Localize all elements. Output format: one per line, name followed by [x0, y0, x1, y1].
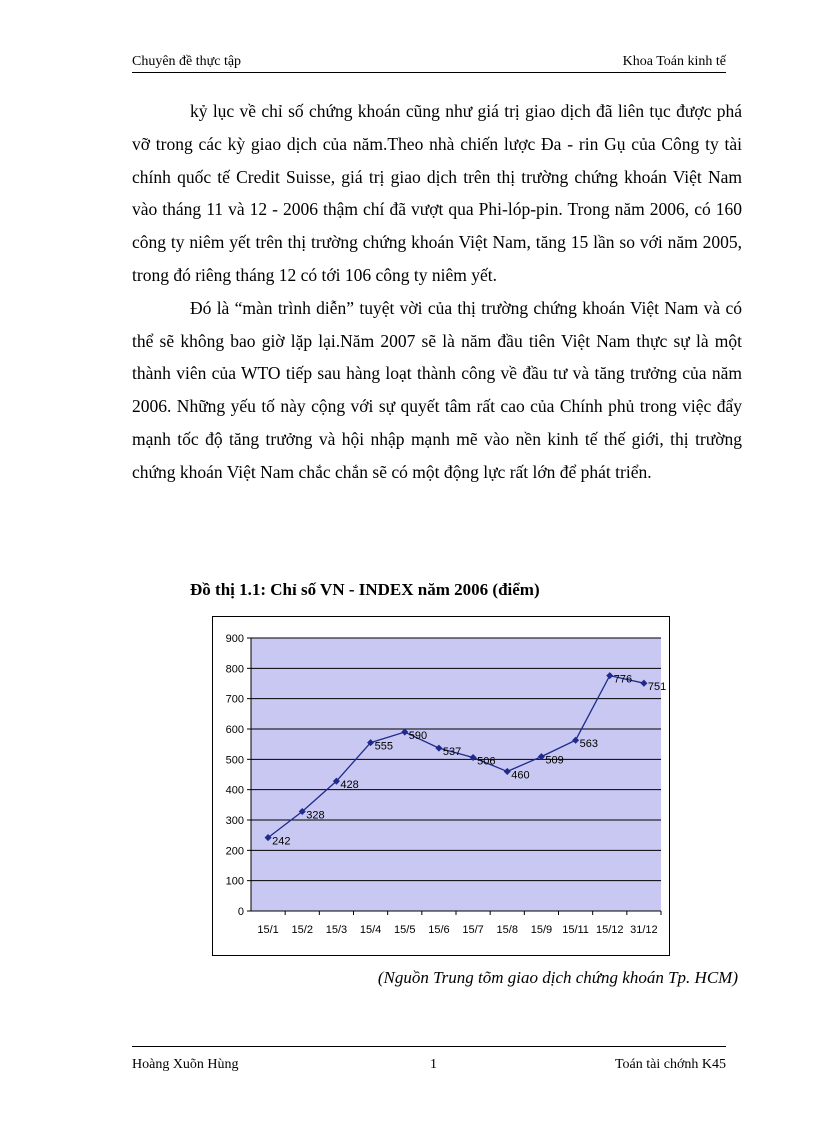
y-tick-label: 600: [225, 724, 244, 736]
data-label: 555: [374, 740, 393, 753]
y-tick-label: 400: [225, 784, 244, 797]
vn-index-chart: [212, 616, 670, 956]
data-label: 751: [647, 681, 667, 694]
data-label: 563: [579, 738, 598, 751]
y-tick-label: 100: [225, 875, 244, 888]
data-label: 506: [477, 755, 496, 768]
x-tick-label: 31/12: [630, 924, 658, 936]
y-tick-label: 900: [225, 633, 244, 645]
data-label: 590: [408, 730, 428, 743]
y-tick-label: 0: [237, 906, 244, 918]
y-tick-label: 300: [225, 815, 244, 827]
plot-area: [251, 638, 661, 911]
data-label: 460: [511, 769, 530, 782]
chart-svg: [213, 617, 669, 955]
paragraph-1: kỷ lục về chỉ số chứng khoán cũng như giá trị giao dịch đã liên tục được phá vỡ trong các kỳ giao dịch của năm.Theo nhà chiến lược Đa - rin Gụ của Công ty tài chính quốc tế Credit Suisse, giá trị giao dịch trên thị trường chứng khoán Việt Nam vào tháng 11 và 12 - 2006 thậm chí đã vượt qua Phi-lóp-pin. Trong năm 2006, có 160 công ty niêm yết trên thị trường chứng khoán Việt Nam, tăng 15 lần so với năm 2005, trong đó riêng tháng 12 có tới 106 công ty niêm yết.: [132, 101, 742, 285]
x-tick-label: 15/6: [428, 924, 450, 936]
x-tick-label: 15/8: [496, 924, 518, 936]
data-label: 509: [545, 754, 564, 767]
paragraph-2: Đó là “màn trình diễn” tuyệt vời của thị trường chứng khoán Việt Nam và có thể sẽ không bao giờ lặp lại.Năm 2007 sẽ là năm đầu tiên Việt Nam thực sự là một thành viên của WTO tiếp sau hàng loạt thành công về đầu tư và tăng trưởng của năm 2006. Những yếu tố này cộng với sự quyết tâm rất cao của Chính phủ trong việc đẩy mạnh tốc độ tăng trưởng và hội nhập mạnh mẽ vào nền kinh tế thế giới, thị trường chứng khoán Việt Nam chắc chắn sẽ có một động lực rất lớn để phát triển.: [132, 297, 742, 482]
x-tick-label: 15/9: [530, 924, 553, 936]
data-label: 428: [340, 779, 359, 792]
chart-caption: Đồ thị 1.1: Chỉ số VN - INDEX năm 2006 (điểm): [190, 580, 540, 599]
x-tick-label: 15/4: [359, 924, 382, 936]
y-tick-label: 800: [225, 663, 244, 676]
footer-course: Toán tài chớnh K45: [614, 1057, 726, 1072]
header-left: Chuyên đề thực tập: [132, 54, 242, 69]
x-tick-label: 15/1: [257, 924, 279, 936]
y-tick-label: 200: [225, 845, 244, 858]
x-tick-label: 15/5: [394, 924, 416, 936]
page-header: [132, 52, 726, 73]
data-label: 776: [613, 673, 633, 686]
body-text: [132, 95, 742, 489]
x-tick-label: 15/3: [325, 924, 348, 936]
x-tick-label: 15/2: [291, 924, 313, 936]
footer-author: Hoàng Xuõn Hùng: [132, 1057, 239, 1072]
y-tick-label: 700: [225, 693, 244, 706]
header-right: Khoa Toán kinh tế: [622, 54, 726, 69]
y-tick-label: 500: [225, 754, 244, 767]
page-number: 1: [430, 1057, 437, 1072]
x-tick-label: 15/11: [562, 924, 589, 936]
x-tick-label: 15/12: [595, 924, 624, 936]
source-note: (Nguồn Trung tõm giao dịch chứng khoán Tp. HCM): [377, 968, 738, 987]
page-footer: [132, 1046, 726, 1075]
data-label: 328: [306, 809, 325, 822]
data-label: 242: [272, 835, 291, 848]
x-tick-label: 15/7: [462, 924, 484, 936]
data-label: 537: [442, 746, 462, 759]
